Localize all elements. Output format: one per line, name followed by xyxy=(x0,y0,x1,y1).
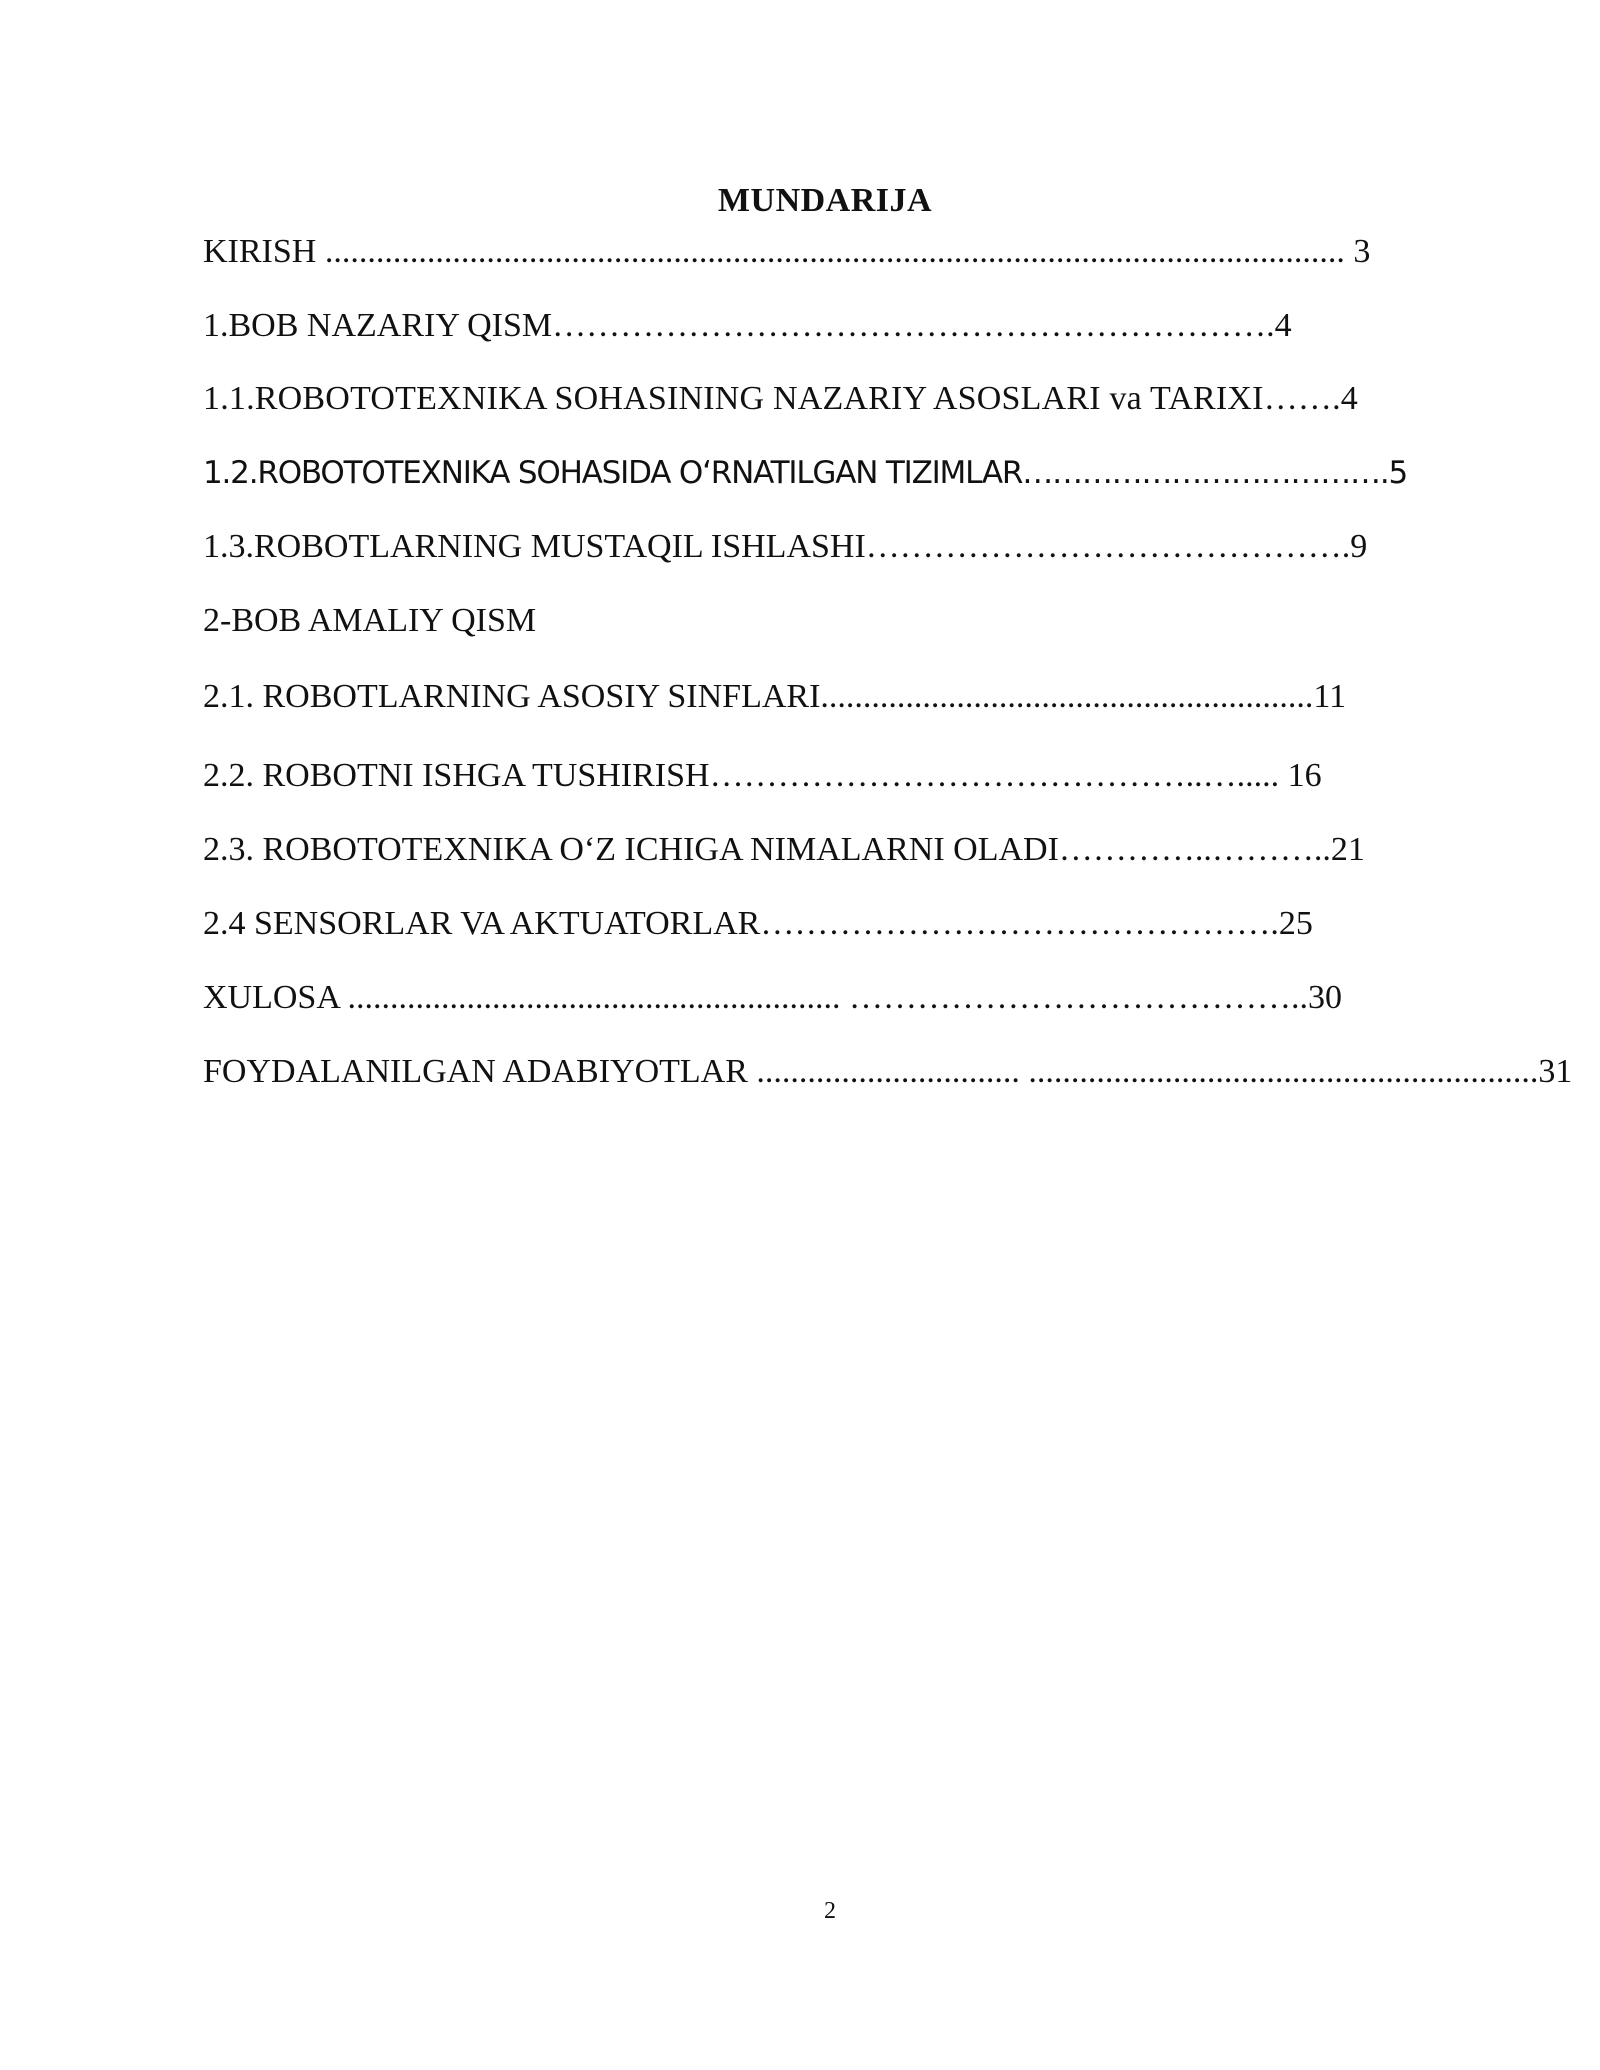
toc-entry-1-2: 1.2.ROBOTOTEXNIKA SOHASIDA O‘RNATILGAN TIZIMLAR……………………………….5 xyxy=(203,455,1408,491)
toc-entry-chapter-1: 1.BOB NAZARIY QISM……………………………………………………….4 xyxy=(203,307,1292,344)
toc-entry-2-2: 2.2. ROBOTNI ISHGA TUSHIRISH……………………………………..…..... 16 xyxy=(203,757,1322,794)
toc-entry-kirish: KIRISH ........................................................................................................................ 3 xyxy=(203,233,1371,270)
toc-entry-2-1: 2.1. ROBOTLARNING ASOSIY SINFLARI..........................................................11 xyxy=(203,678,1347,715)
toc-entry-xulosa: XULOSA .......................................................... …………………………………..30 xyxy=(203,979,1343,1016)
toc-entry-1-1: 1.1.ROBOTOTEXNIKA SOHASINING NAZARIY ASOSLARI va TARIXI…….4 xyxy=(203,380,1358,417)
page-title: MUNDARIJA xyxy=(717,182,933,219)
toc-entry-1-3: 1.3.ROBOTLARNING MUSTAQIL ISHLASHI…………………………………….9 xyxy=(203,528,1368,565)
toc-entry-chapter-2: 2-BOB AMALIY QISM xyxy=(203,602,537,639)
toc-entry-2-3: 2.3. ROBOTOTEXNIKA O‘Z ICHIGA NIMALARNI OLADI…………..………..21 xyxy=(203,831,1365,868)
page-number: 2 xyxy=(824,1898,836,1924)
toc-entry-2-4: 2.4 SENSORLAR VA AKTUATORLAR……………………………………….25 xyxy=(203,905,1313,942)
toc-entry-references: FOYDALANILGAN ADABIYOTLAR ............................... ............................................................31 xyxy=(203,1053,1573,1090)
